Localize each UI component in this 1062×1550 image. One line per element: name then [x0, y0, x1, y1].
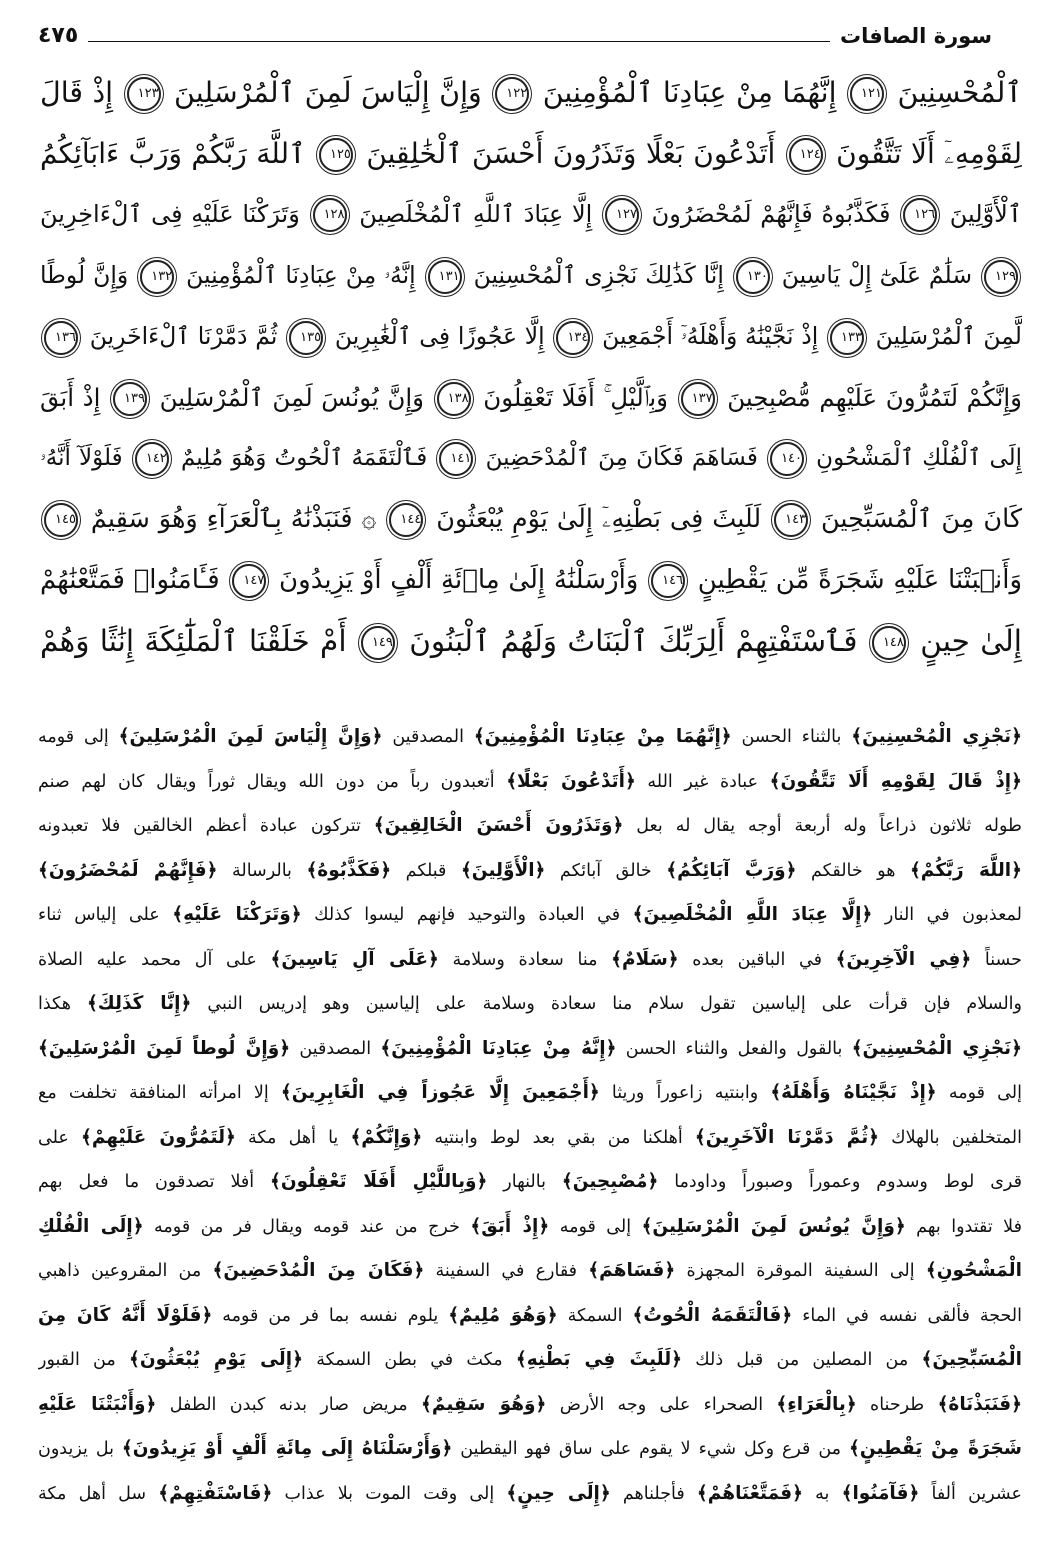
verse-text: ٱلْأَوَّلِينَ — [949, 200, 1022, 228]
quran-line — [40, 62, 1022, 123]
verse-number-marker: ١٢٩ — [984, 260, 1018, 294]
verse-text: ۞ فَنَبَذْنَٰهُ بِٱلْعَرَآءِ وَهُوَ سَقِيمٌ — [90, 504, 377, 534]
sura-name: سورة الصافات — [839, 24, 992, 48]
verse-number-marker: ١٣٣ — [830, 321, 864, 355]
verse-text: وَأَرْسَلْنَٰهُ إِلَىٰ مِا۟ئَةِ أَلْفٍ أَوْ يَزِيدُونَ — [279, 565, 639, 595]
commentary-text: الحجة فألقى نفسه في الماء — [802, 1305, 1022, 1326]
commentary-text: بالقول والفعل والثناء الحسن — [625, 1038, 843, 1059]
quoted-verse: ﴿وَأَنْبَتْنَا عَلَيْهِ — [38, 1393, 157, 1415]
quoted-verse: الْمُسَبِّحِينَ﴾ — [921, 1349, 1022, 1370]
commentary-text: المصدقين — [299, 1038, 372, 1059]
verse-number-marker: ١٣٨ — [437, 382, 471, 416]
tafsir-line — [38, 1427, 1022, 1472]
verse-number-marker: ١٣٩ — [113, 382, 147, 416]
commentary-text: من المقروعين ذاهبي — [38, 1261, 202, 1281]
quran-line — [40, 611, 1022, 672]
commentary-text: في العبادة والتوحيد فإنهم ليسوا كذلك — [314, 905, 621, 925]
quoted-verse: الْمَشْحُونِ﴾ — [925, 1260, 1022, 1281]
verse-text: وَإِنَّ يُونُسَ لَمِنَ ٱلْمُرْسَلِينَ — [159, 383, 425, 412]
verse-number-marker: ١٤١ — [439, 442, 473, 476]
tafsir-line — [38, 804, 1022, 849]
verse-text: لِقَوْمِهِۦٓ أَلَا تَتَّقُونَ — [836, 137, 1022, 170]
verse-number-marker: ١٢٥ — [319, 138, 353, 172]
tafsir-line — [38, 1205, 1022, 1250]
quoted-verse: ﴿إِنَّهُمَا مِنْ عِبَادِنَا الْمُؤْمِنِينَ﴾ — [473, 726, 732, 747]
quran-line — [40, 184, 1022, 245]
quoted-verse: ﴿وَهُوَ سَقِيمٌ﴾ — [421, 1393, 547, 1415]
quoted-verse: ﴿إِلَّا عِبَادَ اللَّهِ الْمُخْلَصِينَ﴾ — [632, 904, 873, 925]
verse-text: لَلَبِثَ فِى بَطْنِهِۦٓ إِلَىٰ يَوْمِ يُبْعَثُونَ — [436, 504, 762, 534]
quran-line — [40, 245, 1022, 306]
page-header — [38, 14, 992, 48]
commentary-text: يلوم نفسه بما فر من قومه — [222, 1305, 439, 1326]
quoted-verse: ﴿فَنَبَذْنَاهُ﴾ — [937, 1393, 1022, 1415]
commentary-text: بالنهار — [503, 1172, 546, 1192]
quoted-verse: ﴿وَرَبَّ آبَائِكُمُ﴾ — [666, 859, 797, 881]
quoted-verse: ﴿فَآمَنُوا﴾ — [841, 1482, 920, 1504]
verse-text: فَكَذَّبُوهُ فَإِنَّهُمْ لَمُحْضَرُونَ — [651, 200, 891, 228]
commentary-text: عشرين ألفاً — [931, 1483, 1022, 1504]
commentary-text: على آل محمد عليه الصلاة — [38, 949, 257, 970]
commentary-text: مكث في بطن السمكة — [316, 1350, 503, 1370]
quoted-verse: ﴿وَهُوَ مُلِيمٌ﴾ — [448, 1304, 558, 1326]
commentary-text: هو خالقكم — [811, 860, 896, 881]
commentary-text: هكذا — [38, 994, 71, 1014]
quoted-verse: ﴿إِذْ قَالَ لِقَوْمِهِ أَلَا تَتَّقُونَ﴾ — [769, 770, 1022, 792]
commentary-text: به — [815, 1483, 830, 1504]
verse-text: فَلَوْلَآ أَنَّهُۥ — [40, 445, 123, 471]
quoted-verse: ﴿أَجْمَعِينَ إِلَّا عَجُوزاً فِي الْغَابِرِينَ﴾ — [280, 1082, 600, 1103]
commentary-text: خالق آبائكم — [559, 860, 652, 881]
verse-number-marker: ١٤٥ — [44, 503, 78, 537]
quran-line — [40, 550, 1022, 611]
verse-text: فَٱلْتَقَمَهُ ٱلْحُوتُ وَهُوَ مُلِيمٌ — [180, 445, 428, 471]
verse-number-marker: ١٣٠ — [736, 260, 770, 294]
verse-number-marker: ١٤٣ — [774, 503, 808, 537]
commentary-text: من القبور — [38, 1350, 116, 1370]
verse-number-marker: ١٣٥ — [289, 321, 323, 355]
commentary-text: على إلياس ثناء — [38, 905, 160, 925]
verse-text: إِذْ قَالَ — [40, 76, 114, 109]
header-rule — [88, 41, 830, 42]
commentary-text: فلا تقتدوا بهم — [916, 1216, 1022, 1237]
quoted-verse: ﴿بِالْعَرَاءِ﴾ — [776, 1393, 857, 1415]
commentary-text: قرى لوط وسدوم وعموراً وصبوراً وداودما — [674, 1172, 1022, 1192]
verse-number-marker: ١٣٤ — [556, 321, 590, 355]
commentary-text: سل أهل مكة — [38, 1483, 147, 1504]
tafsir-line — [38, 715, 1022, 760]
quoted-verse: ﴿فَمَتَّعْنَاهُمْ﴾ — [696, 1482, 803, 1504]
verse-text: كَانَ مِنَ ٱلْمُسَبِّحِينَ — [820, 504, 1022, 534]
verse-number-marker: ١٣٢ — [140, 260, 174, 294]
commentary-text: بالثناء الحسن — [741, 727, 842, 747]
verse-number-marker: ١٢٨ — [313, 198, 347, 232]
commentary-text: والسلام فإن قرأت على إلياسين تقول سلام منا سعادة وسلامة على إلياسين وهو إدريس النبي — [207, 994, 1022, 1014]
tafsir-line — [38, 1383, 1022, 1428]
quoted-verse: ﴿اللَّهَ رَبَّكُمْ﴾ — [909, 859, 1022, 881]
tafsir-line — [38, 1294, 1022, 1339]
quoted-verse: ﴿وَبِاللَّيْلِ أَفَلَا تَعْقِلُونَ﴾ — [270, 1171, 488, 1192]
quoted-verse: ﴿سَلَامٌ﴾ — [611, 948, 679, 970]
commentary-text: حسناً — [984, 949, 1022, 970]
quoted-verse: ﴿فَإِنَّهُمْ لَمُحْضَرُونَ﴾ — [38, 859, 218, 881]
verse-text: ٱلْمُحْسِنِينَ — [897, 76, 1022, 109]
commentary-text: قبلكم — [405, 860, 447, 881]
verse-number-marker: ١٣٦ — [44, 321, 78, 355]
verse-text: وَأَنۢبَتْنَا عَلَيْهِ شَجَرَةً مِّن يَقْطِينٍ — [697, 565, 1022, 595]
commentary-text: على — [38, 1127, 69, 1148]
verse-text: أَتَدْعُونَ بَعْلًا وَتَذَرُونَ أَحْسَنَ ٱلْخَٰلِقِينَ — [366, 137, 776, 170]
quoted-verse: ﴿إِلَى يَوْمِ يُبْعَثُونَ﴾ — [129, 1349, 303, 1370]
commentary-text: إلى قومه — [559, 1216, 632, 1237]
commentary-text: إلى قومه — [948, 1083, 1022, 1103]
verse-text: إِلَّا عِبَادَ ٱللَّهِ ٱلْمُخْلَصِينَ — [359, 200, 593, 228]
tafsir-line — [38, 938, 1022, 983]
verse-number-marker: ١٣١ — [428, 260, 462, 294]
quoted-verse: ﴿إِنَّا كَذَلِكَ﴾ — [86, 993, 192, 1014]
verse-text: أَمْ خَلَقْنَا ٱلْمَلَٰٓئِكَةَ إِنَٰثًا وَهُمْ — [40, 624, 347, 658]
quoted-verse: ﴿مُصْبِحِينَ﴾ — [561, 1171, 659, 1192]
verse-number-marker: ١٢٧ — [605, 198, 639, 232]
verse-number-marker: ١٤٧ — [232, 564, 266, 598]
quoted-verse: ﴿إِنَّهُ مِنْ عِبَادِنَا الْمُؤْمِنِينَ﴾ — [380, 1037, 617, 1059]
verse-text: وَبِٱلَّيْلِ ۚ أَفَلَا تَعْقِلُونَ — [483, 383, 668, 412]
quoted-verse: ﴿وَإِنَّ إِلْيَاسَ لَمِنَ الْمُرْسَلِينَ﴾ — [118, 726, 383, 747]
verse-text: إِنَّهُۥ مِنْ عِبَادِنَا ٱلْمُؤْمِنِينَ — [186, 261, 416, 289]
verse-text: وَإِنَّ إِلْيَاسَ لَمِنَ ٱلْمُرْسَلِينَ — [174, 76, 482, 109]
commentary-text: وابنتيه زاعوراً وريثا — [611, 1083, 759, 1103]
quoted-verse: ﴿فَكَانَ مِنَ الْمُدْحَضِينَ﴾ — [212, 1260, 425, 1281]
verse-number-marker: ١٤٤ — [389, 503, 423, 537]
quoted-verse: ﴿وَإِنَّ لُوطاً لَمِنَ الْمُرْسَلِينَ﴾ — [38, 1037, 291, 1059]
quran-line — [40, 367, 1022, 428]
quoted-verse: ﴿وَإِنَّ يُونُسَ لَمِنَ الْمُرْسَلِينَ﴾ — [641, 1215, 906, 1237]
commentary-text: من قرع وكل شيء لا يقوم على ساق فهو اليقطين — [460, 1439, 842, 1459]
commentary-text: منا سعادة وسلامة — [452, 949, 598, 970]
quran-text-block — [40, 62, 1022, 672]
verse-text: فَسَاهَمَ فَكَانَ مِنَ ٱلْمُدْحَضِينَ — [485, 445, 758, 471]
commentary-text: في الباقين بعده — [692, 949, 822, 970]
quoted-verse: ﴿إِلَى الْفُلْكِ — [38, 1215, 144, 1237]
tafsir-line — [38, 1160, 1022, 1205]
verse-text: لَّمِنَ ٱلْمُرْسَلِينَ — [875, 322, 1022, 350]
commentary-text: أفلا تصدقون ما فعل بهم — [38, 1172, 255, 1192]
tafsir-line — [38, 1027, 1022, 1072]
commentary-text: إلى وقت الموت بلا عذاب — [284, 1483, 495, 1504]
quoted-verse: ﴿أَتَدْعُونَ بَعْلًا﴾ — [506, 770, 636, 792]
quoted-verse: ﴿نَجْزِي الْمُحْسِنِينَ﴾ — [851, 1037, 1022, 1059]
commentary-text: خرج من عند قومه ويقال فر من قومه — [154, 1216, 460, 1237]
quran-line — [40, 428, 1022, 489]
commentary-text: تتركون عبادة أعظم الخالقين فلا تعبدونه — [38, 816, 361, 836]
commentary-text: من المصلين من قبل ذلك — [695, 1350, 909, 1370]
quoted-verse: ﴿وَإِنَّكُمْ﴾ — [350, 1126, 423, 1148]
tafsir-line — [38, 982, 1022, 1027]
commentary-text: أتعبدون رباً من دون الله ويقال ثوراً ويقال كان لهم صنم — [38, 771, 495, 792]
verse-text: إِلَىٰ حِينٍ — [920, 624, 1022, 658]
commentary-text: إلى السفينة الموقرة المجهزة — [686, 1261, 915, 1281]
verse-number-marker: ١٣٧ — [681, 382, 715, 416]
quoted-verse: ﴿الْأَوَّلِينَ﴾ — [460, 859, 546, 881]
quoted-verse: ﴿وَتَذَرُونَ أَحْسَنَ الْخَالِقِينَ﴾ — [373, 815, 624, 836]
verse-text: فَـَٔامَنُوا۟ فَمَتَّعْنَٰهُمْ — [40, 565, 220, 595]
tafsir-text-block — [38, 715, 1022, 1516]
commentary-text: السمكة — [567, 1305, 623, 1326]
verse-number-marker: ١٢٢ — [495, 77, 529, 111]
commentary-text: المتخلفين بالهلاك — [891, 1127, 1022, 1148]
commentary-text: بل يزيدون — [38, 1439, 114, 1459]
commentary-text: المصدقين — [392, 727, 464, 747]
commentary-text: طوله ثلاثون ذراعاً وله أربعة أوجه يقال له بعل — [636, 816, 1022, 836]
verse-text: ثُمَّ دَمَّرْنَا ٱلْءَاخَرِينَ — [89, 322, 278, 350]
quoted-verse: ﴿فَكَذَّبُوهُ﴾ — [306, 859, 392, 881]
quoted-verse: ﴿إِلَى حِينٍ﴾ — [506, 1482, 611, 1504]
verse-text: إِذْ أَبَقَ — [40, 383, 101, 412]
commentary-text: طرحناه — [870, 1394, 925, 1415]
commentary-text: مريض صار بدنه كبدن الطفل — [169, 1394, 408, 1415]
commentary-text: أهلكنا من بقي بعد لوط وابنتيه — [434, 1127, 683, 1148]
quoted-verse: شَجَرَةً مِنْ يَقْطِينٍ﴾ — [849, 1438, 1022, 1459]
quoted-verse: ﴿لَلَبِثَ فِي بَطْنِهِ﴾ — [515, 1349, 682, 1370]
commentary-text: يا أهل مكة — [248, 1127, 339, 1148]
quoted-verse: ﴿فِي الْآخِرِينَ﴾ — [835, 948, 972, 970]
quran-line — [40, 306, 1022, 367]
verse-number-marker: ١٤٢ — [135, 442, 169, 476]
quoted-verse: ﴿ثُمَّ دَمَّرْنَا الْآخَرِينَ﴾ — [694, 1126, 880, 1148]
verse-text: ٱللَّهَ رَبَّكُمْ وَرَبَّ ءَابَآئِكُمُ — [40, 137, 306, 170]
verse-number-marker: ١٤٠ — [770, 442, 804, 476]
verse-text: فَٱسْتَفْتِهِمْ أَلِرَبِّكَ ٱلْبَنَاتُ وَلَهُمُ ٱلْبَنُونَ — [409, 624, 858, 658]
verse-number-marker: ١٤٨ — [872, 626, 906, 660]
tafsir-line — [38, 1071, 1022, 1116]
verse-text: إِنَّهُمَا مِنْ عِبَادِنَا ٱلْمُؤْمِنِينَ — [542, 76, 837, 109]
commentary-text: فقارع في السفينة — [435, 1261, 578, 1281]
quoted-verse: ﴿وَأَرْسَلْنَاهُ إِلَى مِائَةِ أَلْفٍ أَوْ يَزِيدُونَ﴾ — [121, 1438, 453, 1459]
page-number: ٤٧٥ — [38, 23, 79, 48]
commentary-text: الصحراء على وجه الأرض — [559, 1394, 764, 1415]
verse-number-marker: ١٢٤ — [789, 138, 823, 172]
quoted-verse: ﴿إِذْ نَجَّيْنَاهُ وَأَهْلَهُ﴾ — [770, 1082, 937, 1103]
commentary-text: بالرسالة — [232, 860, 292, 881]
verse-text: وَتَرَكْنَا عَلَيْهِ فِى ٱلْءَاخِرِينَ — [40, 200, 300, 228]
verse-text: وَإِنَّ لُوطًا — [40, 261, 129, 289]
quoted-verse: ﴿نَجْزِي الْمُحْسِنِينَ﴾ — [851, 726, 1022, 747]
verse-text: إِلَّا عَجُوزًا فِى ٱلْغَٰبِرِينَ — [334, 322, 545, 350]
verse-number-marker: ١٤٩ — [361, 626, 395, 660]
commentary-text: إلا امرأته المنافقة تخلفت مع — [38, 1083, 269, 1103]
verse-text: وَإِنَّكُمْ لَتَمُرُّونَ عَلَيْهِم مُّصْبِحِينَ — [727, 383, 1022, 412]
commentary-text: لمعذبون في النار — [884, 905, 1022, 925]
quoted-verse: ﴿وَتَرَكْنَا عَلَيْهِ﴾ — [172, 904, 302, 925]
quoted-verse: ﴿عَلَى آلِ يَاسِينَ﴾ — [270, 948, 439, 970]
quran-line — [40, 489, 1022, 550]
quoted-verse: ﴿فَلَوْلَا أَنَّهُ كَانَ مِنَ — [38, 1304, 213, 1326]
quoted-verse: ﴿لَتَمُرُّونَ عَلَيْهِمْ﴾ — [80, 1126, 236, 1148]
tafsir-line — [38, 849, 1022, 894]
verse-number-marker: ١٢١ — [850, 77, 884, 111]
verse-number-marker: ١٢٦ — [903, 198, 937, 232]
commentary-text: عبادة غير الله — [647, 771, 759, 792]
tafsir-line — [38, 760, 1022, 805]
verse-text: إِذْ نَجَّيْنَٰهُ وَأَهْلَهُۥٓ أَجْمَعِينَ — [602, 322, 819, 350]
verse-text: إِنَّا كَذَٰلِكَ نَجْزِى ٱلْمُحْسِنِينَ — [473, 261, 724, 289]
quoted-verse: ﴿فَالْتَقَمَهُ الْحُوتُ﴾ — [632, 1304, 793, 1326]
tafsir-line — [38, 893, 1022, 938]
tafsir-line — [38, 1472, 1022, 1517]
tafsir-line — [38, 1338, 1022, 1383]
quran-line — [40, 123, 1022, 184]
verse-number-marker: ١٤٦ — [651, 564, 685, 598]
commentary-text: فأجلناهم — [622, 1483, 685, 1504]
verse-text: سَلَٰمٌ عَلَىٰٓ إِلْ يَاسِينَ — [781, 261, 973, 289]
quoted-verse: ﴿فَسَاهَمَ﴾ — [588, 1260, 676, 1281]
commentary-text: إلى قومه — [38, 727, 109, 747]
verse-number-marker: ١٢٣ — [127, 77, 161, 111]
quoted-verse: ﴿فَاسْتَفْتِهِمْ﴾ — [158, 1482, 273, 1504]
quoted-verse: ﴿إِذْ أَبَقَ﴾ — [470, 1215, 550, 1237]
tafsir-line — [38, 1249, 1022, 1294]
tafsir-line — [38, 1116, 1022, 1161]
verse-text: إِلَى ٱلْفُلْكِ ٱلْمَشْحُونِ — [816, 445, 1022, 471]
